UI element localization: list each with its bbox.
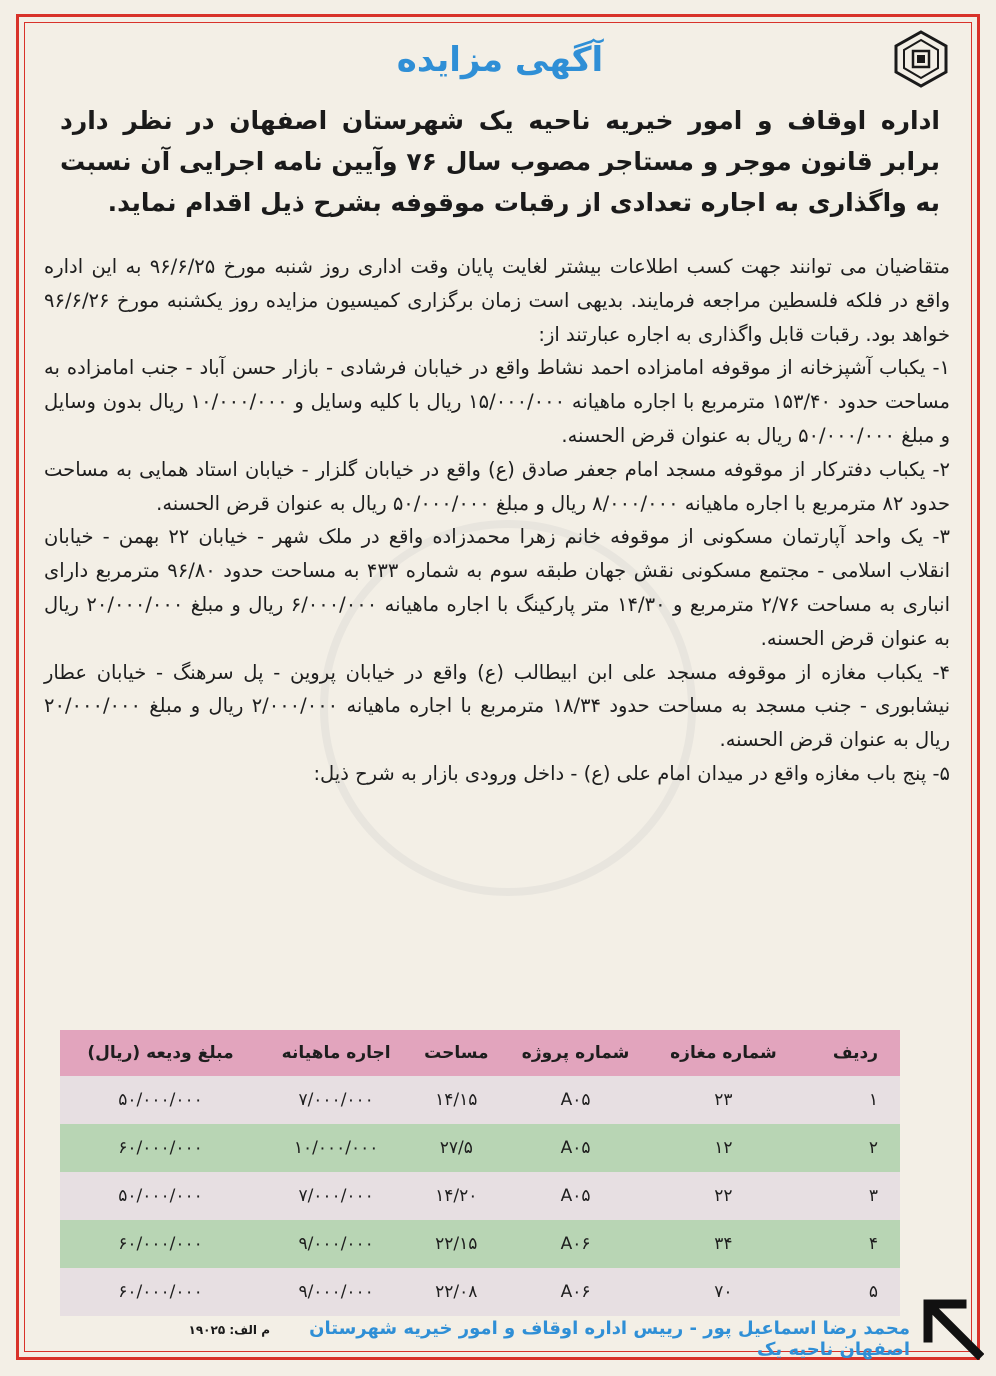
table-row <box>60 1268 900 1316</box>
table-cell: ۲ <box>797 1124 900 1172</box>
ad-lead-paragraph: اداره اوقاف و امور خیریه ناحیه یک شهرستان اصفهان در نظر دارد برابر قانون موجر و مستاجر مصوب سال ۷۶ وآیین نامه اجرایی آن نسبت به واگذاری به اجاره تعدادی از رقبات موقوفه بشرح ذیل اقدام نماید. <box>60 106 940 217</box>
table-row <box>60 1124 900 1172</box>
table-cell: A۰۶ <box>501 1220 650 1268</box>
diagonal-arrow-icon <box>920 1296 984 1360</box>
item-4: ۴- یکباب مغازه از موقوفه مسجد علی ابن ابیطالب (ع) واقع در خیابان پروین - پل سرهنگ - خیابان عطار نیشابوری - جنب مسجد به مساحت حدود ۱۸/۳۴ مترمربع با اجاره ماهیانه ۲/۰۰۰/۰۰۰ ریال و مبلغ ۲۰/۰۰۰/۰۰۰ ریال به عنوان قرض الحسنه. <box>44 660 951 752</box>
table-cell: ۵ <box>797 1268 900 1316</box>
table-cell: A۰۶ <box>501 1268 650 1316</box>
col-area: مساحت <box>411 1030 501 1076</box>
table-cell: ۹/۰۰۰/۰۰۰ <box>261 1220 411 1268</box>
table-cell: ۷/۰۰۰/۰۰۰ <box>261 1076 411 1124</box>
ad-title: آگهی مزایده <box>396 40 604 80</box>
table-cell: ۷۰ <box>650 1268 797 1316</box>
item-3: ۳- یک واحد آپارتمان مسکونی از موقوفه خانم زهرا محمدزاده واقع در ملک شهر - خیابان ۲۲ بهمن - خیابان انقلاب اسلامی - مجتمع مسکونی نقش جهان طبقه سوم به شماره ۴۳۳ به مساحت حدود ۹۶/۸۰ مترمربع دارای انباری به مساحت ۲/۷۶ مترمربع و ۱۴/۳۰ متر پارکینگ با اجاره ماهیانه ۶/۰۰۰/۰۰۰ ریال و مبلغ ۲۰/۰۰۰/۰۰۰ ریال به عنوان قرض الحسنه. <box>44 525 950 650</box>
table-cell: ۲۲/۱۵ <box>411 1220 501 1268</box>
table-row <box>60 1172 900 1220</box>
table-cell: ۱ <box>797 1076 900 1124</box>
col-deposit: مبلغ ودیعه (ریال) <box>60 1030 261 1076</box>
col-monthly-rent: اجاره ماهیانه <box>261 1030 411 1076</box>
table-cell: ۱۴/۱۵ <box>411 1076 501 1124</box>
table-cell: ۲۲ <box>650 1172 797 1220</box>
table-cell: ۳۴ <box>650 1220 797 1268</box>
table-header-row <box>60 1030 900 1076</box>
table-cell: ۲۳ <box>650 1076 797 1124</box>
ad-body <box>44 250 950 791</box>
item-2: ۲- یکباب دفترکار از موقوفه مسجد امام جعفر صادق (ع) واقع در خیابان گلزار - خیابان استاد همایی به مساحت حدود ۸۲ مترمربع با اجاره ماهیانه ۸/۰۰۰/۰۰۰ ریال و مبلغ ۵۰/۰۰۰/۰۰۰ ریال به عنوان قرض الحسنه. <box>44 457 950 515</box>
table-cell: ۲۲/۰۸ <box>411 1268 501 1316</box>
table-cell: ۹/۰۰۰/۰۰۰ <box>261 1268 411 1316</box>
ad-code: م الف: ۱۹۰۲۵ <box>188 1323 270 1337</box>
table-cell: ۲۷/۵ <box>411 1124 501 1172</box>
table-cell: A۰۵ <box>501 1124 650 1172</box>
table-cell: ۵۰/۰۰۰/۰۰۰ <box>60 1172 261 1220</box>
col-shop-number: شماره مغازه <box>650 1030 797 1076</box>
table-cell: ۵۰/۰۰۰/۰۰۰ <box>60 1076 261 1124</box>
table-cell: ۶۰/۰۰۰/۰۰۰ <box>60 1268 261 1316</box>
item-5: ۵- پنج باب مغازه واقع در میدان امام علی (ع) - داخل ورودی بازار به شرح ذیل: <box>313 761 950 785</box>
table-cell: ۷/۰۰۰/۰۰۰ <box>261 1172 411 1220</box>
table-row <box>60 1220 900 1268</box>
signature-line: محمد رضا اسماعیل پور - رییس اداره اوقاف و امور خیریه شهرستان اصفهان ناحیه یک <box>309 1318 910 1360</box>
table-cell: A۰۵ <box>501 1172 650 1220</box>
table-cell: ۱۲ <box>650 1124 797 1172</box>
table-cell: ۳ <box>797 1172 900 1220</box>
col-project-number: شماره پروژه <box>501 1030 650 1076</box>
table-cell: ۱۴/۲۰ <box>411 1172 501 1220</box>
awqaf-logo-icon <box>892 30 950 88</box>
col-row-number: ردیف <box>797 1030 900 1076</box>
item-1: ۱- یکباب آشپزخانه از موقوفه امامزاده احمد نشاط واقع در خیابان فرشادی - بازار حسن آباد - جنب امامزاده به مساحت حدود ۱۵۳/۴۰ مترمربع با اجاره ماهیانه ۱۵/۰۰۰/۰۰۰ ریال با کلیه وسایل و ۱۰/۰۰۰/۰۰۰ ریال بدون وسایل و مبلغ ۵۰/۰۰۰/۰۰۰ ریال به عنوان قرض الحسنه. <box>44 356 950 447</box>
table-cell: ۱۰/۰۰۰/۰۰۰ <box>261 1124 411 1172</box>
table-row <box>60 1076 900 1124</box>
table-cell: A۰۵ <box>501 1076 650 1124</box>
table-cell: ۶۰/۰۰۰/۰۰۰ <box>60 1124 261 1172</box>
table-cell: ۶۰/۰۰۰/۰۰۰ <box>60 1220 261 1268</box>
intro-paragraph: متقاضیان می توانند جهت کسب اطلاعات بیشتر لغایت پایان وقت اداری روز شنبه مورخ ۹۶/۶/۲۵ به این اداره واقع در فلکه فلسطین مراجعه فرمایند. بدیهی است زمان برگزاری کمیسیون مزایده روز یکشنبه مورخ ۹۶/۶/۲۶ خواهد بود. رقبات قابل واگذاری به اجاره عبارتند از: <box>44 255 950 346</box>
table-cell: ۴ <box>797 1220 900 1268</box>
shops-table <box>60 1030 900 1316</box>
